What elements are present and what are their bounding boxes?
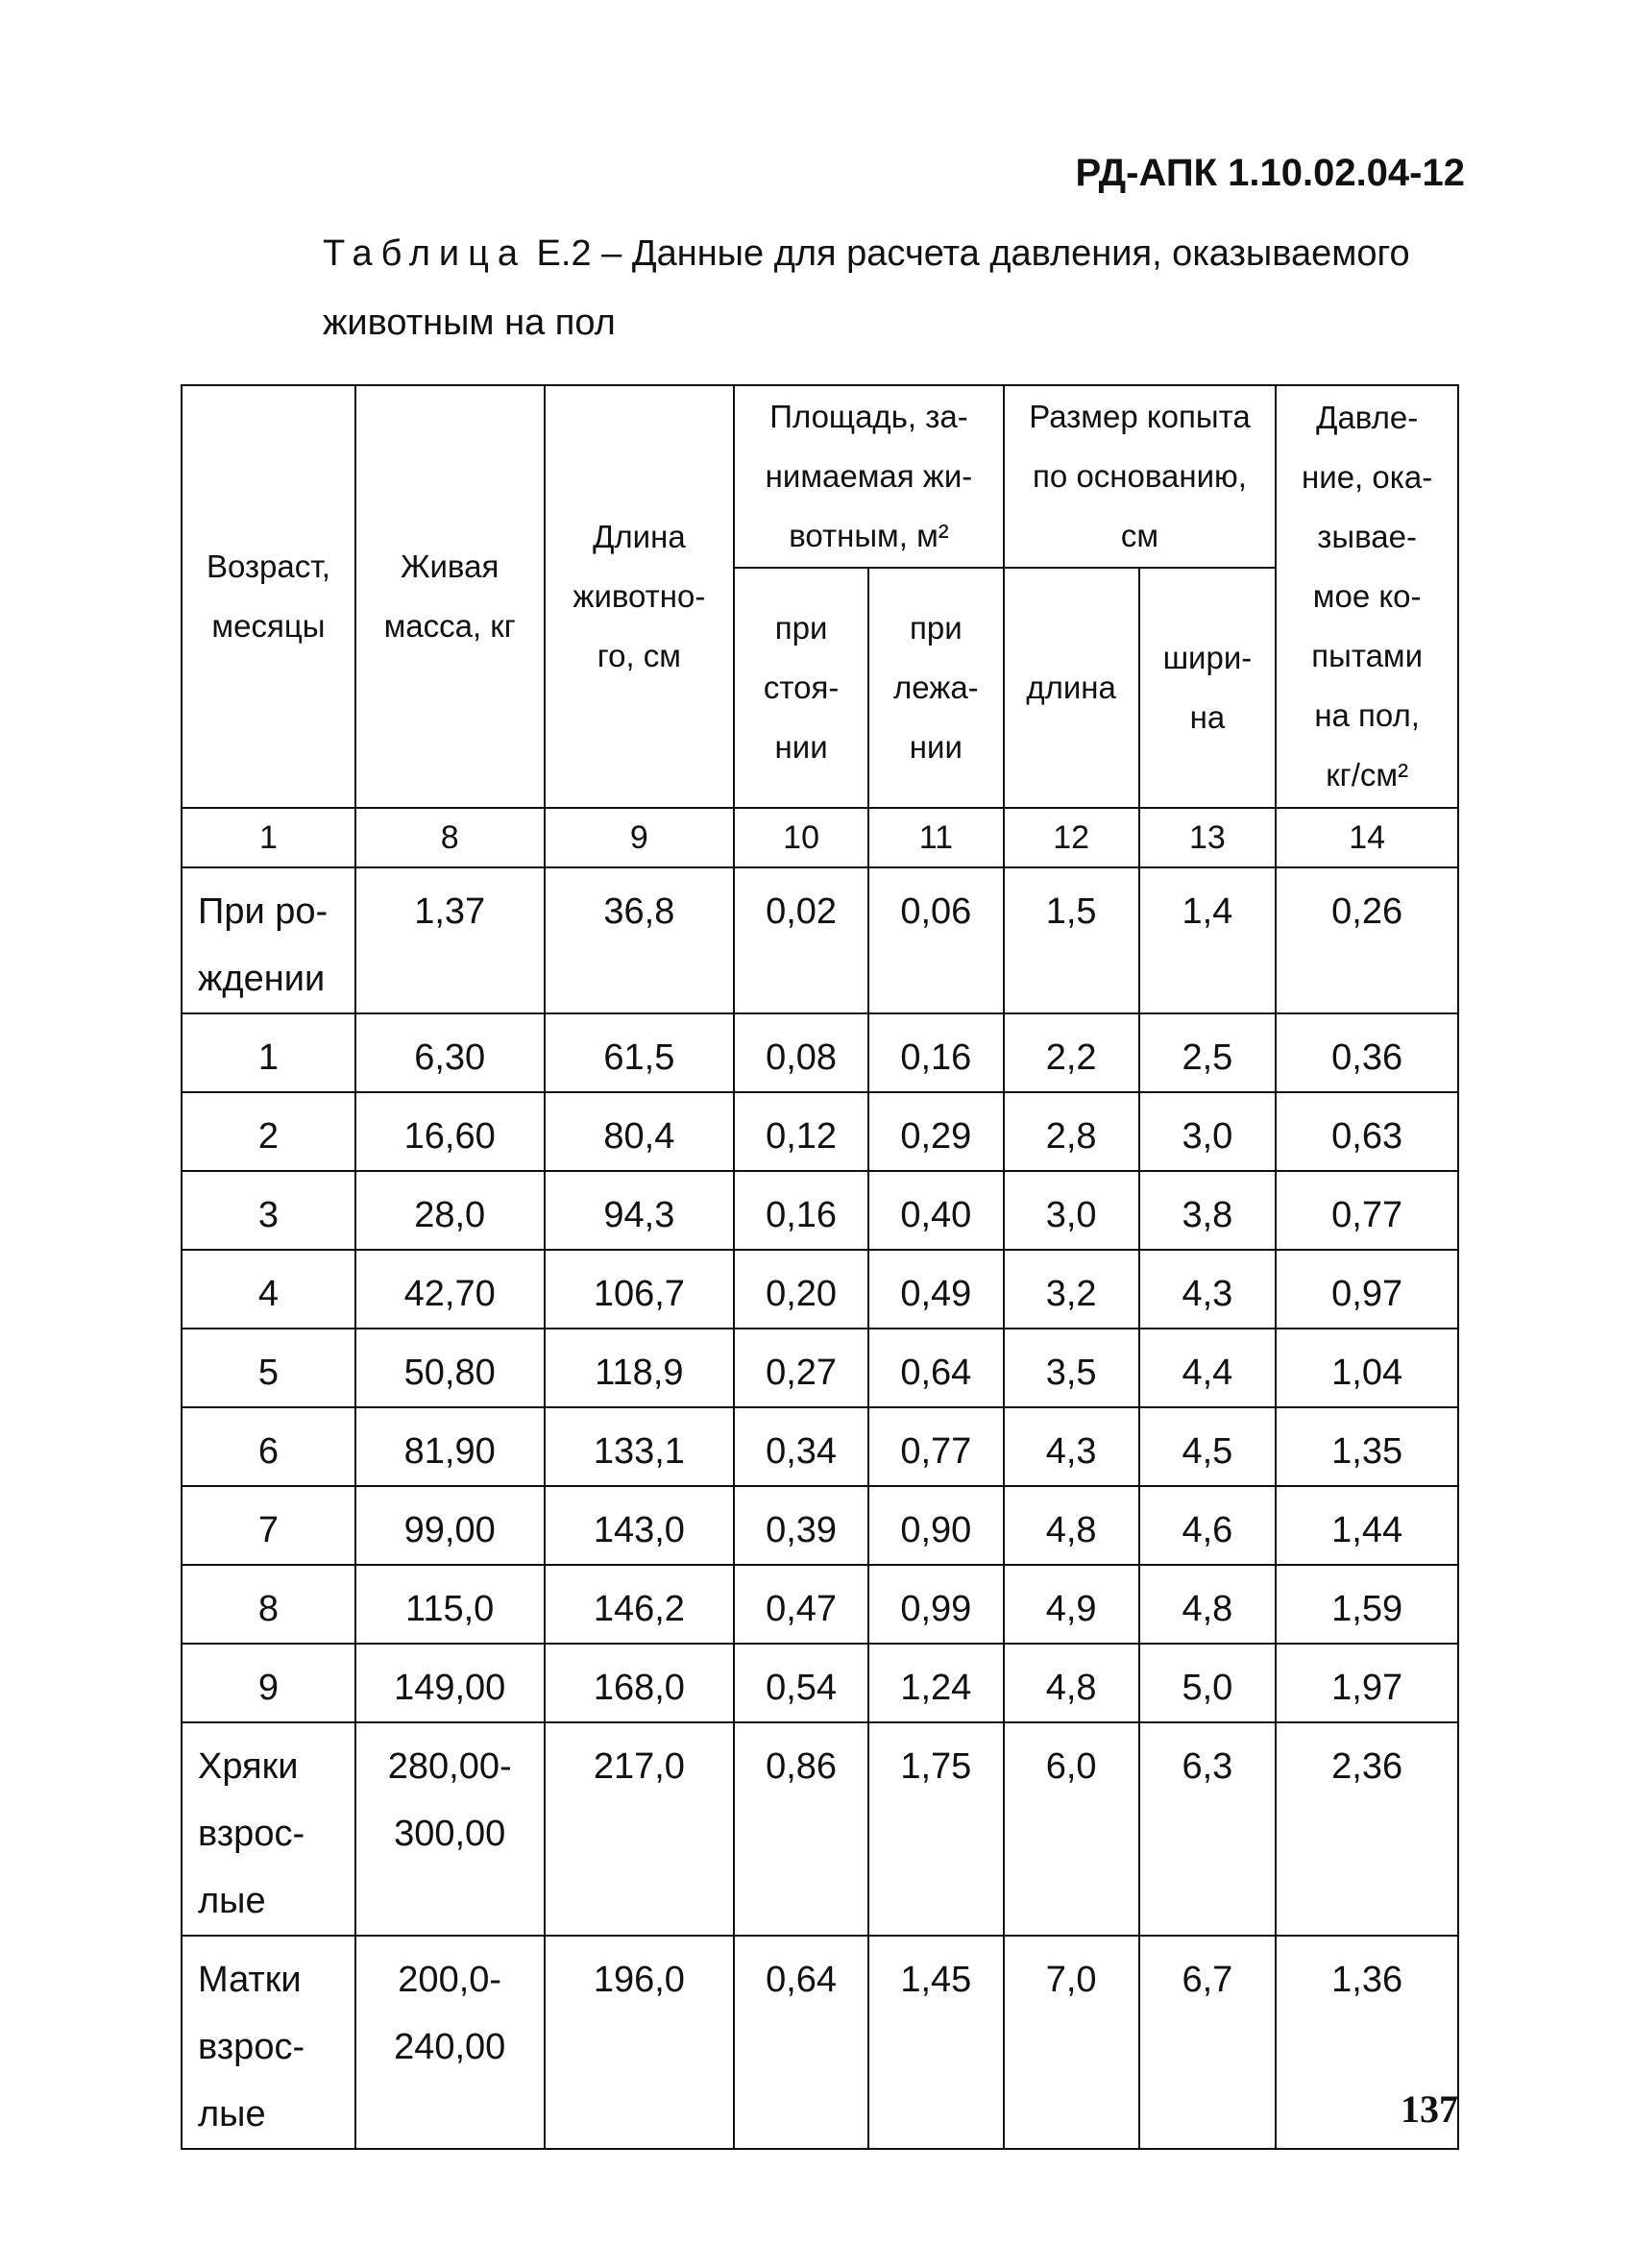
table-cell: 0,16 — [734, 1171, 868, 1250]
row-label-cell: 2 — [182, 1092, 355, 1171]
table-cell: 1,44 — [1276, 1486, 1458, 1565]
table-cell: 115,0 — [355, 1565, 545, 1644]
table-cell: 3,0 — [1004, 1171, 1139, 1250]
table-cell: 0,39 — [734, 1486, 868, 1565]
table-cell: 143,0 — [545, 1486, 735, 1565]
table-cell: 1,75 — [868, 1722, 1004, 1936]
row-label-cell: 5 — [182, 1329, 355, 1407]
table-row — [182, 1013, 1458, 1092]
table-cell: 0,26 — [1276, 867, 1458, 1013]
column-number: 9 — [545, 808, 735, 867]
table-cell: 0,77 — [868, 1407, 1004, 1486]
table-cell: 1,35 — [1276, 1407, 1458, 1486]
table-cell: 28,0 — [355, 1171, 545, 1250]
table-cell: 0,90 — [868, 1486, 1004, 1565]
table-cell: 4,9 — [1004, 1565, 1139, 1644]
table-cell: 280,00- 300,00 — [355, 1722, 545, 1936]
table-caption — [323, 219, 1456, 357]
table-row — [182, 1936, 1458, 2149]
table-cell: 0,47 — [734, 1565, 868, 1644]
table-cell: 0,97 — [1276, 1250, 1458, 1329]
table-row — [182, 1407, 1458, 1486]
table-cell: 2,8 — [1004, 1092, 1139, 1171]
table-cell: 6,30 — [355, 1013, 545, 1092]
table-cell: 61,5 — [545, 1013, 735, 1092]
table-cell: 0,77 — [1276, 1171, 1458, 1250]
table-row — [182, 1644, 1458, 1722]
row-label-cell: 4 — [182, 1250, 355, 1329]
caption-text: Е.2 – Данные для расчета давления, оказываемого животным на пол — [323, 233, 1410, 343]
document-code: РД-АПК 1.10.02.04-12 — [1075, 152, 1465, 194]
table-cell: 0,08 — [734, 1013, 868, 1092]
table-cell: 0,63 — [1276, 1092, 1458, 1171]
table-cell: 0,64 — [868, 1329, 1004, 1407]
column-number: 8 — [355, 808, 545, 867]
table-cell: 1,36 — [1276, 1936, 1458, 2149]
table-cell: 200,0- 240,00 — [355, 1936, 545, 2149]
table-cell: 94,3 — [545, 1171, 735, 1250]
table-cell: 81,90 — [355, 1407, 545, 1486]
table-cell: 1,45 — [868, 1936, 1004, 2149]
header-hoof-width: шири- на — [1139, 568, 1277, 808]
table-cell: 0,54 — [734, 1644, 868, 1722]
header-hoof-length: длина — [1004, 568, 1139, 808]
header-area: Площадь, за- нимаемая жи- вотным, м² — [734, 385, 1003, 568]
table-cell: 1,5 — [1004, 867, 1139, 1013]
table-cell: 106,7 — [545, 1250, 735, 1329]
table-cell: 0,20 — [734, 1250, 868, 1329]
page-number: 137 — [1401, 2087, 1458, 2131]
table-cell: 3,2 — [1004, 1250, 1139, 1329]
column-numbers-row — [182, 808, 1458, 867]
table-cell: 217,0 — [545, 1722, 735, 1936]
table-row — [182, 1486, 1458, 1565]
row-label-cell: При ро- ждении — [182, 867, 355, 1013]
header-hoof-size: Размер копыта по основанию, см — [1004, 385, 1277, 568]
column-number: 13 — [1139, 808, 1277, 867]
table-row — [182, 867, 1458, 1013]
table-cell: 0,29 — [868, 1092, 1004, 1171]
table-cell: 0,49 — [868, 1250, 1004, 1329]
table-cell: 2,2 — [1004, 1013, 1139, 1092]
header-area-lying: при лежа- нии — [868, 568, 1004, 808]
row-label-cell: 1 — [182, 1013, 355, 1092]
table-cell: 7,0 — [1004, 1936, 1139, 2149]
table-cell: 0,64 — [734, 1936, 868, 2149]
table-cell: 6,7 — [1139, 1936, 1277, 2149]
table-cell: 1,04 — [1276, 1329, 1458, 1407]
table-row — [182, 1722, 1458, 1936]
table-cell: 3,5 — [1004, 1329, 1139, 1407]
table-cell: 0,36 — [1276, 1013, 1458, 1092]
table-cell: 42,70 — [355, 1250, 545, 1329]
column-number: 14 — [1276, 808, 1458, 867]
table-cell: 50,80 — [355, 1329, 545, 1407]
table-cell: 5,0 — [1139, 1644, 1277, 1722]
header-mass: Живая масса, кг — [355, 385, 545, 808]
table-cell: 2,5 — [1139, 1013, 1277, 1092]
header-age: Возраст, месяцы — [182, 385, 355, 808]
table-cell: 2,36 — [1276, 1722, 1458, 1936]
table-cell: 1,4 — [1139, 867, 1277, 1013]
table-cell: 4,3 — [1139, 1250, 1277, 1329]
table-cell: 3,0 — [1139, 1092, 1277, 1171]
header-area-standing: при стоя- нии — [734, 568, 868, 808]
caption-label: Таблица — [323, 233, 526, 274]
table-cell: 80,4 — [545, 1092, 735, 1171]
table-cell: 4,5 — [1139, 1407, 1277, 1486]
table-cell: 99,00 — [355, 1486, 545, 1565]
table-cell: 6,0 — [1004, 1722, 1139, 1936]
header-length: Длина животно- го, см — [545, 385, 735, 808]
table-cell: 36,8 — [545, 867, 735, 1013]
table-cell: 0,40 — [868, 1171, 1004, 1250]
table-cell: 1,59 — [1276, 1565, 1458, 1644]
table-cell: 0,02 — [734, 867, 868, 1013]
table-cell: 4,4 — [1139, 1329, 1277, 1407]
row-label-cell: 3 — [182, 1171, 355, 1250]
header-pressure: Давле- ние, ока- зывае- мое ко- пытами на пол, кг/см² — [1276, 385, 1458, 808]
table-cell: 16,60 — [355, 1092, 545, 1171]
table-cell: 118,9 — [545, 1329, 735, 1407]
table-cell: 196,0 — [545, 1936, 735, 2149]
table-cell: 4,8 — [1139, 1565, 1277, 1644]
table-cell: 133,1 — [545, 1407, 735, 1486]
table-cell: 146,2 — [545, 1565, 735, 1644]
column-number: 10 — [734, 808, 868, 867]
table-cell: 4,8 — [1004, 1486, 1139, 1565]
table-cell: 0,99 — [868, 1565, 1004, 1644]
table-cell: 1,97 — [1276, 1644, 1458, 1722]
data-table — [181, 384, 1459, 2150]
row-label-cell: 6 — [182, 1407, 355, 1486]
table-row — [182, 1171, 1458, 1250]
row-label-cell: 8 — [182, 1565, 355, 1644]
table-cell: 149,00 — [355, 1644, 545, 1722]
table-cell: 4,8 — [1004, 1644, 1139, 1722]
table-cell: 0,27 — [734, 1329, 868, 1407]
table-row — [182, 1092, 1458, 1171]
table-cell: 168,0 — [545, 1644, 735, 1722]
table-cell: 0,34 — [734, 1407, 868, 1486]
row-label-cell: Хряки взрос- лые — [182, 1722, 355, 1936]
table-cell: 4,6 — [1139, 1486, 1277, 1565]
table-row — [182, 1329, 1458, 1407]
table-cell: 4,3 — [1004, 1407, 1139, 1486]
row-label-cell: 9 — [182, 1644, 355, 1722]
table-cell: 1,24 — [868, 1644, 1004, 1722]
table-cell: 3,8 — [1139, 1171, 1277, 1250]
column-number: 12 — [1004, 808, 1139, 867]
table-cell: 0,06 — [868, 867, 1004, 1013]
table-cell: 0,86 — [734, 1722, 868, 1936]
table-cell: 6,3 — [1139, 1722, 1277, 1936]
row-label-cell: Матки взрос- лые — [182, 1936, 355, 2149]
table-cell: 0,16 — [868, 1013, 1004, 1092]
column-number: 1 — [182, 808, 355, 867]
table-cell: 0,12 — [734, 1092, 868, 1171]
table-cell: 1,37 — [355, 867, 545, 1013]
row-label-cell: 7 — [182, 1486, 355, 1565]
table-row — [182, 1565, 1458, 1644]
column-number: 11 — [868, 808, 1004, 867]
table-row — [182, 1250, 1458, 1329]
